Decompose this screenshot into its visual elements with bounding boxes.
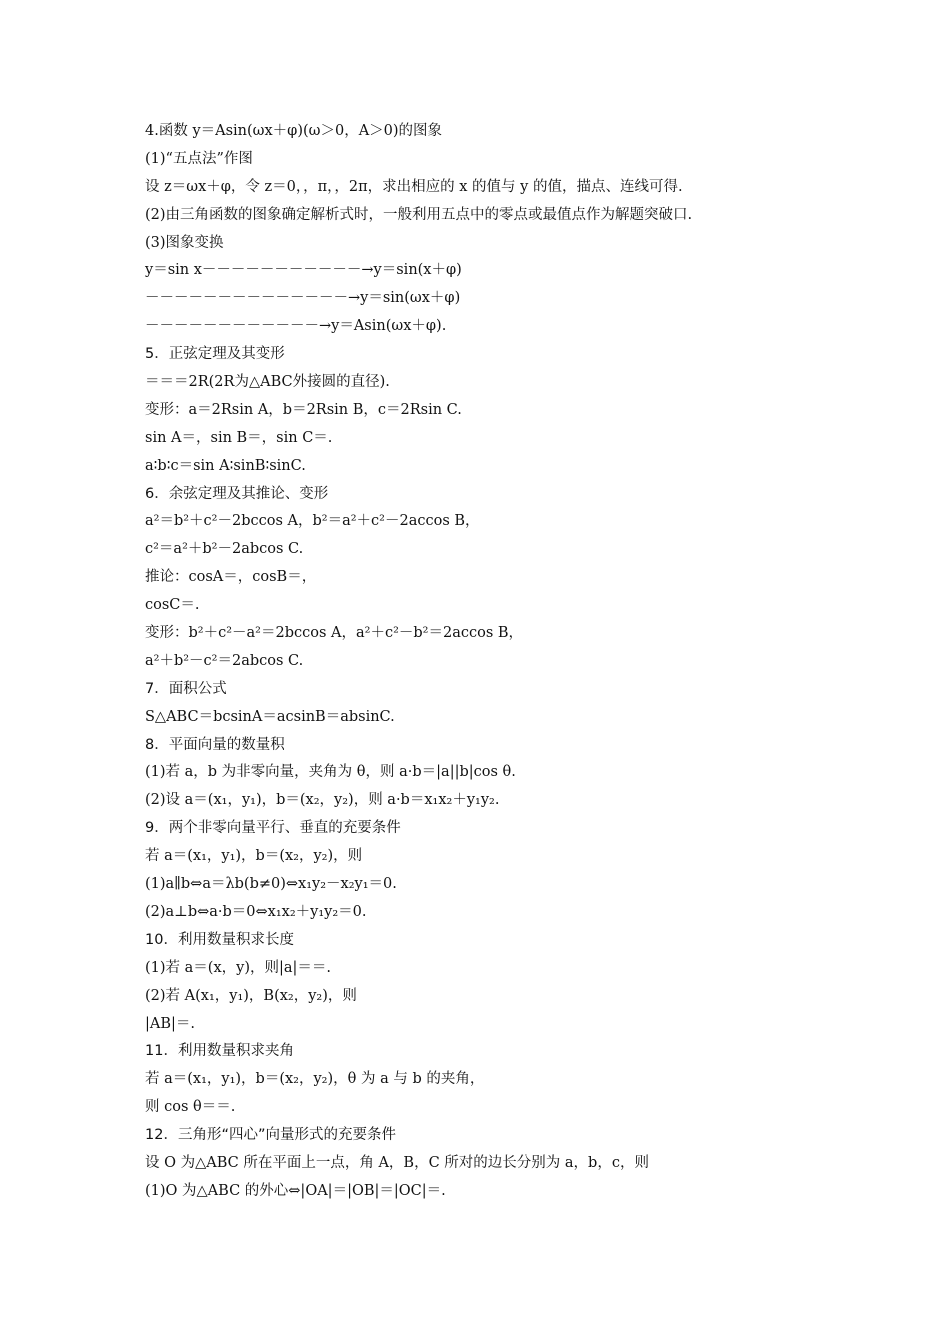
section-heading: 5．正弦定理及其变形 [145,346,285,363]
formula-line: y＝sin x－－－－－－－－－－－→y＝sin(x＋φ) [145,262,462,279]
formula-line: c²＝a²＋b²－2abcos C. [145,541,304,558]
text-line: (2)由三角函数的图象确定解析式时，一般利用五点中的零点或最值点作为解题突破口. [145,206,693,223]
section-heading: 7．面积公式 [145,680,227,697]
formula-line: 若 a＝(x₁，y₁)，b＝(x₂，y₂)，则 [145,848,363,865]
section-heading: 4.函数 y＝Asin(ωx＋φ)(ω＞0，A＞0)的图象 [145,123,443,139]
formula-line: (1)若 a＝(x，y)，则|a|＝＝. [145,959,332,976]
formula-line: a²＋b²－c²＝2abcos C. [145,652,304,669]
formula-line: S△ABC＝bcsinA＝acsinB＝absinC. [145,708,395,725]
formula-line: |AB|＝. [145,1015,196,1032]
section-heading: 11．利用数量积求夹角 [145,1043,294,1060]
formula-line: (2)若 A(x₁，y₁)，B(x₂，y₂)，则 [145,987,357,1004]
formula-line: 推论：cosA＝，cosB＝， [145,569,317,586]
formula-line: －－－－－－－－－－－－→y＝Asin(ωx＋φ). [145,318,447,335]
section-heading: 10．利用数量积求长度 [145,931,294,948]
formula-line: sin A＝，sin B＝，sin C＝. [145,429,333,446]
section-heading: 9．两个非零向量平行、垂直的充要条件 [145,820,401,837]
formula-line: (2)设 a＝(x₁，y₁)，b＝(x₂，y₂)，则 a·b＝x₁x₂＋y₁y₂. [145,792,500,809]
document-body [145,118,845,1206]
formula-line: －－－－－－－－－－－－－－→y＝sin(ωx＋φ) [145,290,461,307]
formula-line: 变形：a＝2Rsin A，b＝2Rsin B，c＝2Rsin C. [145,401,462,418]
text-line: (1)“五点法”作图 [145,150,253,167]
formula-line: (1)a∥b⇔a＝λb(b≠0)⇔x₁y₂－x₂y₁＝0. [145,876,397,893]
text-line: (3)图象变换 [145,234,224,251]
section-heading: 12．三角形“四心”向量形式的充要条件 [145,1127,396,1144]
section-heading: 8．平面向量的数量积 [145,736,285,753]
formula-line: (1)若 a，b 为非零向量，夹角为 θ，则 a·b＝|a||b|cos θ. [145,764,516,781]
formula-line: cosC＝. [145,597,200,614]
formula-line: 若 a＝(x₁，y₁)，b＝(x₂，y₂)，θ 为 a 与 b 的夹角， [145,1071,485,1088]
section-heading: 6．余弦定理及其推论、变形 [145,485,329,502]
formula-line: 则 cos θ＝＝. [145,1099,236,1116]
formula-line: a²＝b²＋c²－2bccos A，b²＝a²＋c²－2accos B， [145,513,480,530]
text-line: 设 O 为△ABC 所在平面上一点，角 A，B，C 所对的边长分别为 a，b，c，则 [145,1154,649,1171]
formula-line: ＝＝＝2R(2R为△ABC外接圆的直径). [145,374,390,391]
text-line: 设 z＝ωx＋φ，令 z＝0，，π，，2π，求出相应的 x 的值与 y 的值，描点、连线可得. [145,178,683,195]
formula-line: 变形：b²＋c²－a²＝2bccos A，a²＋c²－b²＝2accos B， [145,625,524,642]
formula-line: (1)O 为△ABC 的外心⇔|OA|＝|OB|＝|OC|＝. [145,1182,446,1199]
formula-line: (2)a⊥b⇔a·b＝0⇔x₁x₂＋y₁y₂＝0. [145,903,367,920]
formula-line: a∶b∶c＝sin A∶sinB∶sinC. [145,457,306,474]
